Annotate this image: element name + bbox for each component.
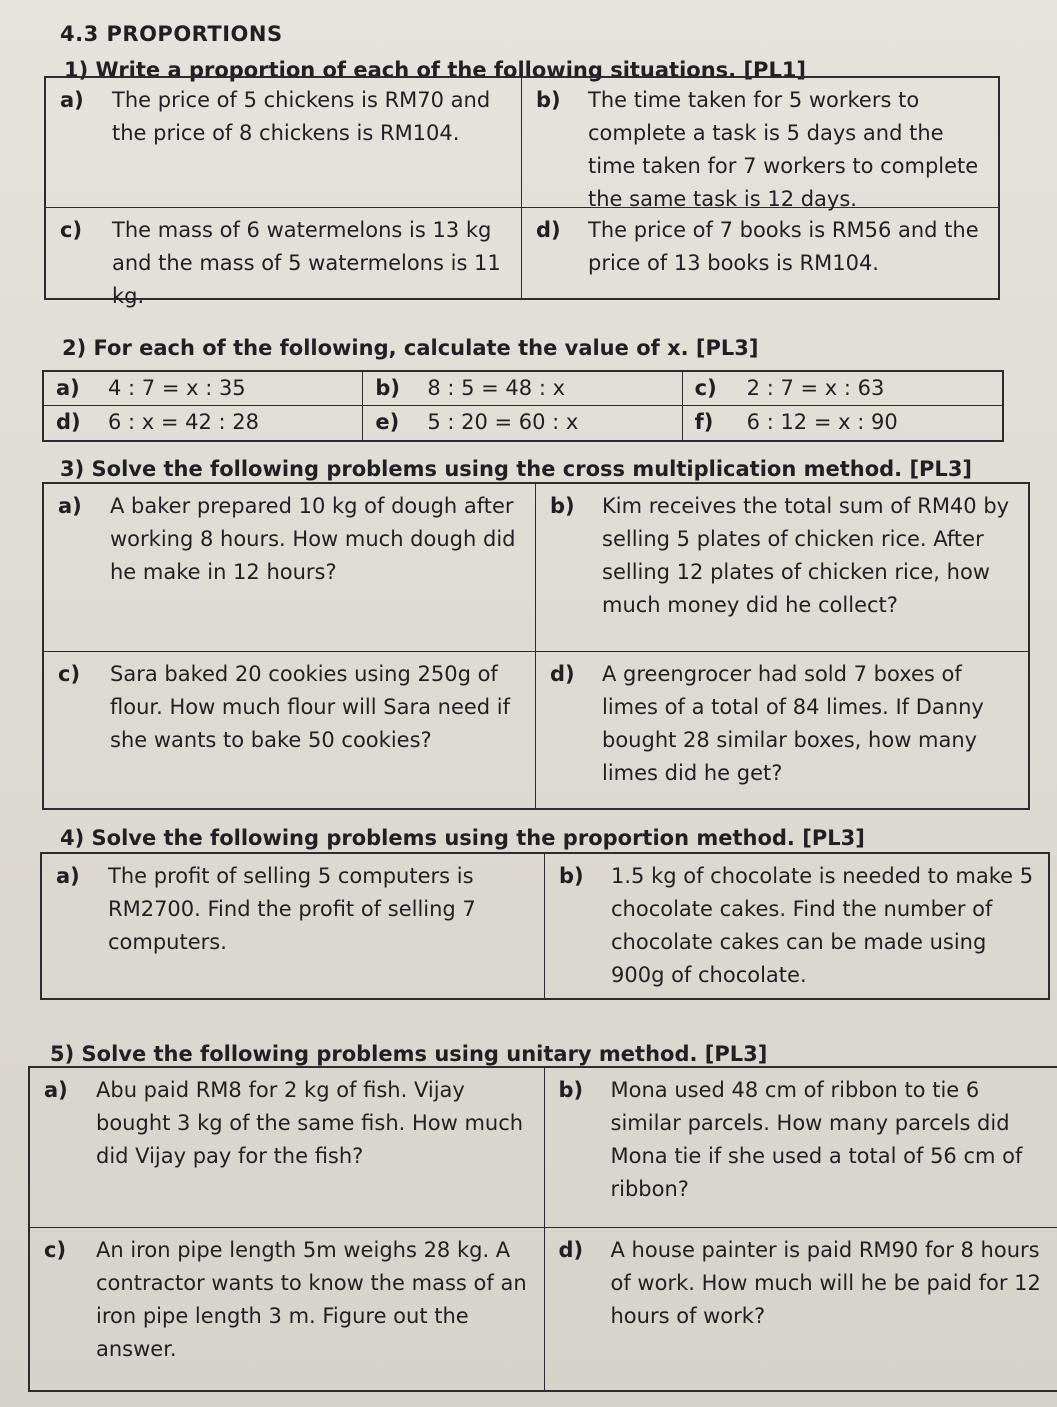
q5-item-a: a) Abu paid RM8 for 2 kg of fish. Vijay bought 3 kg of the same fish. How much did Vijay pay for the fish? bbox=[30, 1068, 545, 1228]
q2-item-c: c) 2 : 7 = x : 63 bbox=[683, 372, 1002, 406]
q1-table bbox=[44, 76, 1000, 308]
q5-item-b: b) Mona used 48 cm of ribbon to tie 6 similar parcels. How many parcels did Mona tie if she used a total of 56 cm of ribbon? bbox=[545, 1068, 1057, 1228]
q5-item-d: d) A house painter is paid RM90 for 8 hours of work. How much will he be paid for 12 hours of work? bbox=[558, 1238, 1041, 1328]
q2-item-a: a) 4 : 7 = x : 35 bbox=[44, 372, 363, 406]
q2-item-b: b) 8 : 5 = 48 : x bbox=[363, 372, 682, 406]
q1-item-b: b) The time taken for 5 workers to complete a task is 5 days and the time taken for 7 workers to complete the same task is 12 days. bbox=[522, 78, 998, 208]
q4-title: 4) Solve the following problems using the proportion method. [PL3] bbox=[60, 826, 865, 850]
q1-item-d: d) The price of 7 books is RM56 and the price of 13 books is RM104. bbox=[536, 218, 979, 275]
q5-table bbox=[28, 1066, 1057, 1392]
chapter-title: 4.3 PROPORTIONS bbox=[60, 22, 283, 46]
q2-item-f: f) 6 : 12 = x : 90 bbox=[694, 410, 898, 434]
q1-item-a: a) The price of 5 chickens is RM70 and the price of 8 chickens is RM104. bbox=[46, 78, 522, 208]
q4-item-a: a) The profit of selling 5 computers is RM2700. Find the profit of selling 7 computers. bbox=[42, 854, 545, 998]
q1-item-c: c) The mass of 6 watermelons is 13 kg and the mass of 5 watermelons is 11 kg. bbox=[46, 208, 522, 298]
q1-title: 1) Write a proportion of each of the following situations. [PL1] bbox=[64, 58, 807, 82]
q2-title: 2) For each of the following, calculate the value of x. [PL3] bbox=[62, 336, 759, 360]
q2-item-d: d) 6 : x = 42 : 28 bbox=[44, 406, 363, 440]
q5-item-c: c) An iron pipe length 5m weighs 28 kg. A contractor wants to know the mass of an iron pipe length 3 m. Figure out the answer. bbox=[30, 1228, 545, 1390]
q5-title: 5) Solve the following problems using unitary method. [PL3] bbox=[50, 1042, 768, 1066]
q3-item-c: c) Sara baked 20 cookies using 250g of flour. How much flour will Sara need if she wants to bake 50 cookies? bbox=[44, 652, 536, 808]
q2-item-e: e) 5 : 20 = 60 : x bbox=[363, 406, 682, 440]
q2-table bbox=[42, 370, 1004, 442]
q3-table bbox=[42, 482, 1030, 810]
q3-item-a: a) A baker prepared 10 kg of dough after working 8 hours. How much dough did he make in 12 hours? bbox=[44, 484, 536, 652]
q3-item-d: d) A greengrocer had sold 7 boxes of limes of a total of 84 limes. If Danny bought 28 similar boxes, how many limes did he get? bbox=[550, 662, 984, 785]
q3-item-b: b) Kim receives the total sum of RM40 by selling 5 plates of chicken rice. After selling 12 plates of chicken rice, how much money did he collect? bbox=[536, 484, 1028, 652]
q3-title: 3) Solve the following problems using the cross multiplication method. [PL3] bbox=[60, 457, 973, 481]
q4-table bbox=[40, 852, 1050, 1000]
q4-item-b: b) 1.5 kg of chocolate is needed to make 5 chocolate cakes. Find the number of chocolate cakes can be made using 900g of chocolate. bbox=[559, 864, 1034, 987]
